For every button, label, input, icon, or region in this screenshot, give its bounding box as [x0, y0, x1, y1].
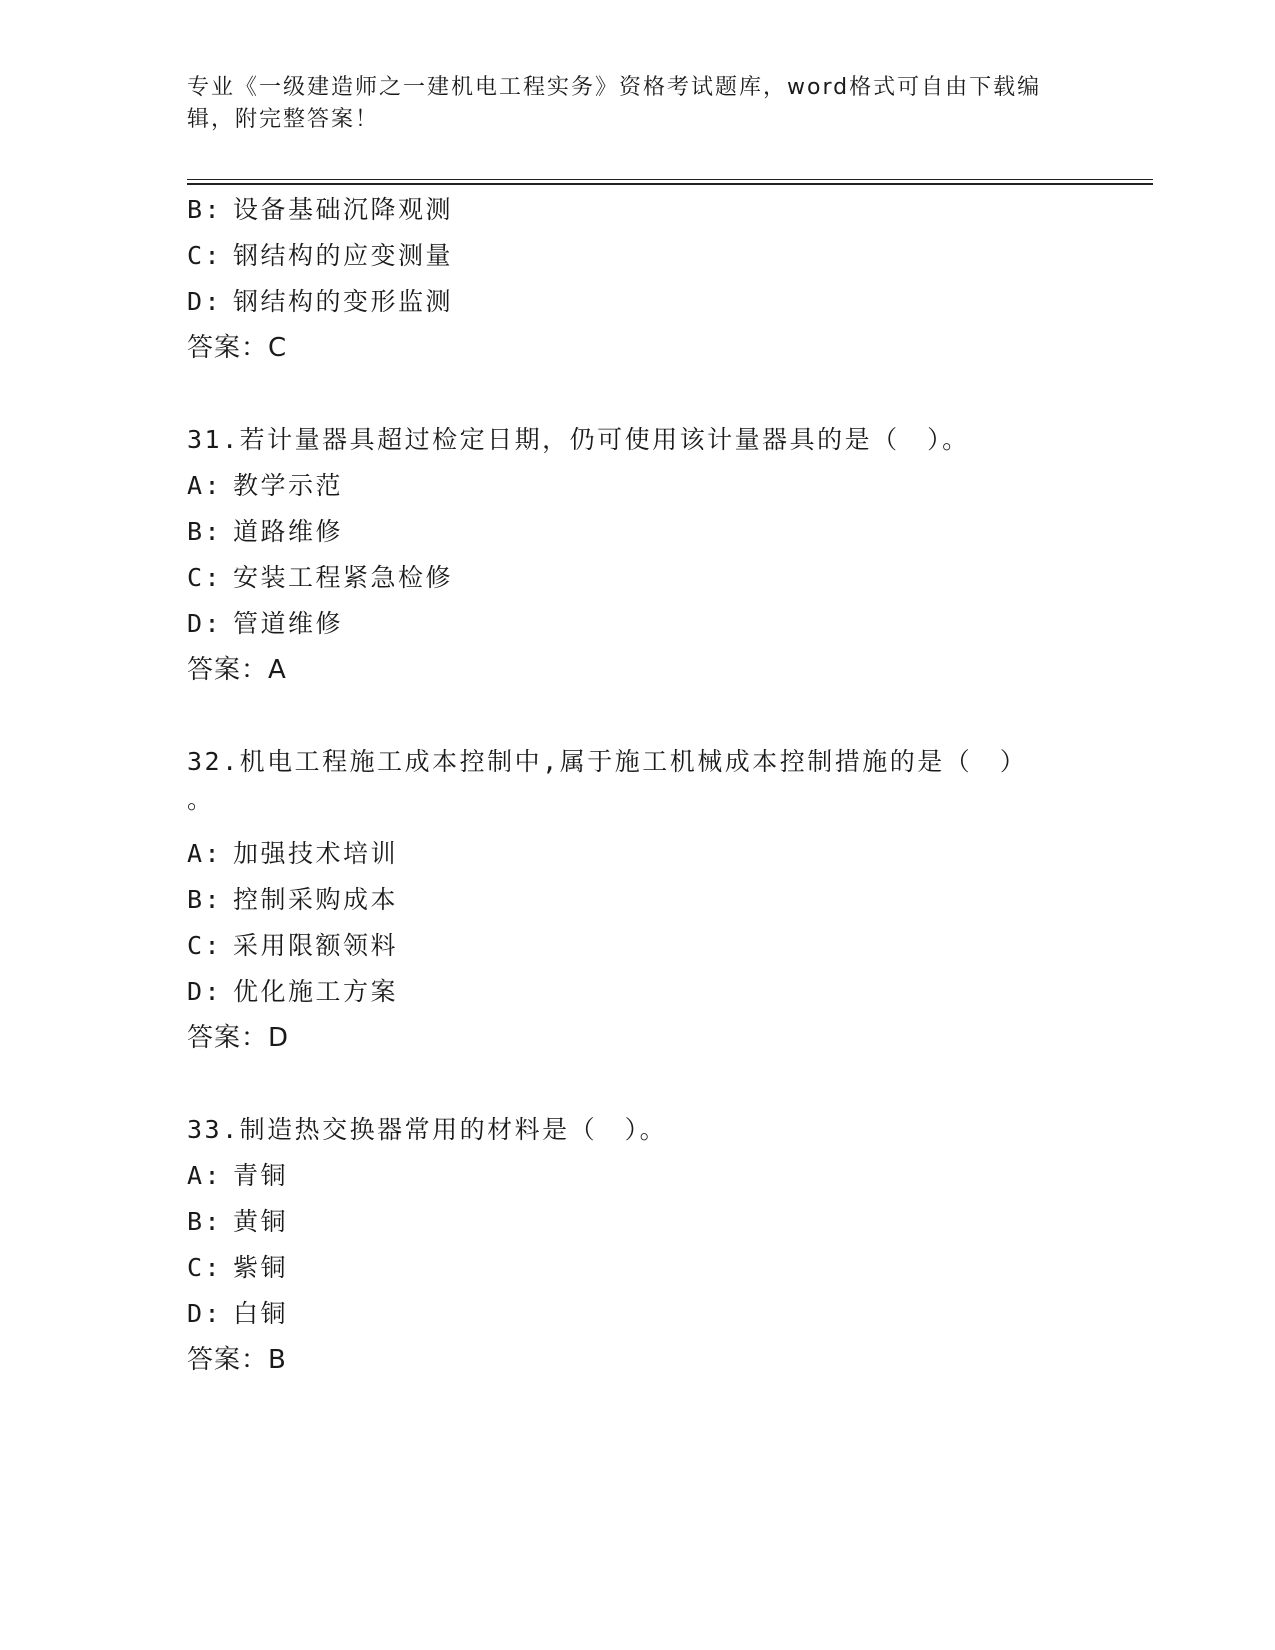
option-b: B: 道路维修 [187, 517, 344, 546]
header-divider-thick [187, 183, 1153, 185]
option-d: D: 白铜 [187, 1299, 289, 1328]
question-31 [187, 417, 1117, 693]
option-b: B: 控制采购成本 [187, 885, 399, 914]
question-stem: 32.机电工程施工成本控制中,属于施工机械成本控制措施的是（ ） [187, 747, 1028, 776]
document-header [187, 72, 1067, 136]
question-33 [187, 1107, 1117, 1383]
answer-line: 答案：C [187, 333, 288, 363]
option-d: D: 钢结构的变形监测 [187, 287, 454, 316]
option-c: C: 钢结构的应变测量 [187, 241, 454, 270]
option-a: A: 教学示范 [187, 471, 344, 500]
option-c: C: 采用限额领料 [187, 931, 399, 960]
answer-line: 答案：D [187, 1023, 290, 1053]
option-a: A: 青铜 [187, 1161, 289, 1190]
header-divider-thin [187, 179, 1153, 180]
partial-question [187, 187, 1117, 371]
question-content [187, 187, 1117, 1383]
header-line-1: 专业《一级建造师之一建机电工程实务》资格考试题库，word格式可自由下载编 [187, 75, 1042, 100]
question-32 [187, 739, 1117, 1061]
answer-line: 答案：A [187, 655, 287, 685]
option-d: D: 优化施工方案 [187, 977, 399, 1006]
option-a: A: 加强技术培训 [187, 839, 399, 868]
answer-line: 答案：B [187, 1345, 287, 1375]
question-stem: 33.制造热交换器常用的材料是（ ）。 [187, 1115, 668, 1144]
option-b: B: 设备基础沉降观测 [187, 195, 454, 224]
option-c: C: 紫铜 [187, 1253, 289, 1282]
option-c: C: 安装工程紧急检修 [187, 563, 454, 592]
option-b: B: 黄铜 [187, 1207, 289, 1236]
option-d: D: 管道维修 [187, 609, 344, 638]
question-stem: 31.若计量器具超过检定日期，仍可使用该计量器具的是（ ）。 [187, 425, 970, 454]
header-line-2: 辑，附完整答案！ [187, 107, 380, 132]
question-stem-continuation: 。 [187, 785, 215, 814]
